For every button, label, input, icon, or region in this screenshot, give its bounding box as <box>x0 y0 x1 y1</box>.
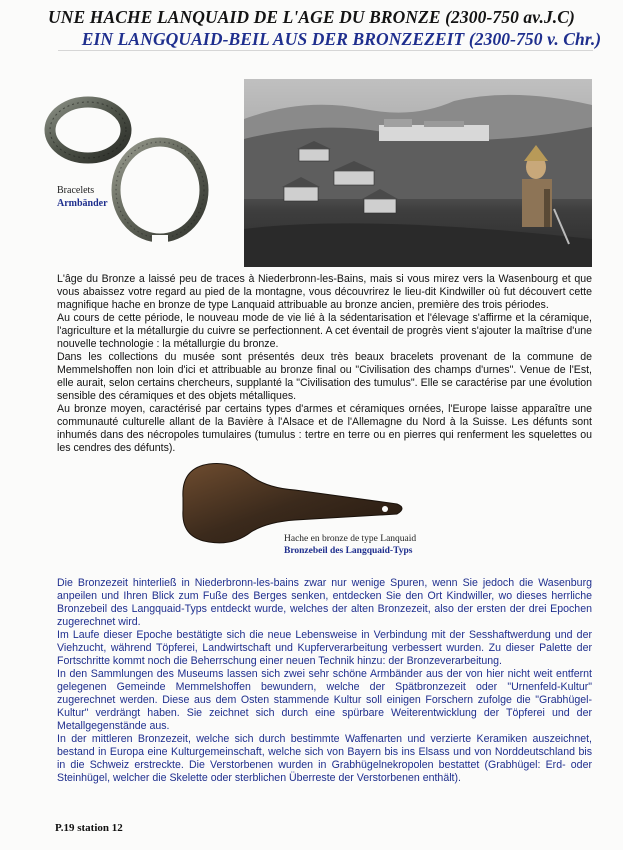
title-underline <box>58 50 593 51</box>
axe-caption <box>284 533 416 557</box>
axe-caption-fr: Hache en bronze de type Lanquaid <box>284 534 417 544</box>
text-de-paragraph: Im Laufe dieser Epoche bestätigte sich die neue Lebensweise in Verbindung mit der Sesshaftwerdung und der Viehzucht, während Töpferei, Landwirtschaft und Kupferverarbeitung verbessert wurden. Zu dieser Palette der Fortschritte kommt noch die Beherrschung einer neuen Technik hinzu: der Bronzeverarbeitung. <box>57 629 592 667</box>
text-german <box>57 577 592 785</box>
text-de-paragraph: In den Sammlungen des Museums lassen sich zwei sehr schöne Armbänder aus der von hier nicht weit entfernt gelegenen Gemeinde Memmelshoffen bewundern, welche der Spätbronzezeit oder "Urnenfeld-Kultur" zugerechnet werden. Diese aus dem Osten stammende Kultur soll einigen Forschern zufolge die "Grabhügel-Kultur" verdrängt haben. Sie zeichnet sich durch eine spürbare Weiterentwicklung der Töpferei und der Metallgegenstände aus. <box>57 668 592 732</box>
title-french: UNE HACHE LANQUAID DE L'AGE DU BRONZE (2300-750 av.J.C) <box>48 7 575 27</box>
bracelets-caption-fr: Bracelets <box>57 185 95 196</box>
text-french <box>57 273 592 455</box>
page-footer: P.19 station 12 <box>55 822 123 834</box>
text-fr-paragraph: L'âge du Bronze a laissé peu de traces à Niederbronn-les-Bains, mais si vous mirez vers la Wasenbourg et que vous abaissez votre regard au pied de la montagne, vous découvrirez le lieu-dit Kindwiller où fut découvert cette magnifique hache en bronze de type Lanquaid attribuable au bronze ancien, première des trois périodes. <box>57 273 592 311</box>
text-de-paragraph: In der mittleren Bronzezeit, welche sich durch bestimmte Waffenarten und verzierte Keramiken auszeichnet, bestand in Europa eine Kulturgemeinschaft, welche sich von Bayern bis ins Elsass und von Norddeutschland bis in die Schweiz erstreckte. Die Verstorbenen wurden in Grabhügelnekropolen bestattet (Grabhügel: Erd- oder Steinhügel, welcher die Skelette oder sterblichen Überreste der Verstorbenen enthält). <box>57 733 592 784</box>
title-german: EIN LANGQUAID-BEIL AUS DER BRONZEZEIT (2300-750 v. Chr.) <box>81 29 602 49</box>
axe-blade <box>183 464 402 543</box>
village-reconstruction-image <box>244 79 592 267</box>
text-fr-paragraph: Au bronze moyen, caractérisé par certains types d'armes et céramiques ornées, l'Europe laisse apparaître une communauté culturelle allant de la Bavière à l'Alsace et de l'Allemagne du Nord à la Suisse. Les défunts sont inhumés dans des nécropoles tumulaires (tumulus : tertre en terre ou en pierres qui renferment les squelettes ou les cendres des défunts). <box>57 403 592 454</box>
bracelets-photo <box>40 90 240 250</box>
text-fr-paragraph: Dans les collections du musée sont présentés deux très beaux bracelets provenant de la commune de Memmelshoffen non loin d'ici et attribuable au bronze final ou "Civilisation des champs d'urnes". Venue de l'Est, elle aurait, selon certains chercheurs, supplanté la "Civilisation des tumulus". Elle se caractérise par une évolution sensible des céramiques et des objets métalliques. <box>57 351 592 402</box>
text-de-paragraph: Die Bronzezeit hinterließ in Niederbronn-les-bains zwar nur wenige Spuren, wenn Sie jedoch die Wasenburg anpeilen und Ihren Blick zum Fuße des Berges senken, entdecken Sie den Ort Kindwiller, wo dieses herrliche Bronzebeil des Langquaid-Typs entdeckt wurde, welches der alten Bronzezeit, also der ersten der drei Epochen zugerechnet wird. <box>57 577 592 628</box>
bracelets-caption <box>57 184 108 210</box>
bracelets-caption-de: Armbänder <box>57 198 108 209</box>
axe-caption-de: Bronzebeil des Langquaid-Typs <box>284 546 413 556</box>
text-fr-paragraph: Au cours de cette période, le nouveau mode de vie lié à la sédentarisation et l'élevage s'affirme et la céramique, l'agriculture et la métallurgie du cuivre se perfectionnent. A cet éventail de progrès vient s'ajouter la maîtrise d'une nouvelle technologie : la métallurgie du bronze. <box>57 312 592 350</box>
